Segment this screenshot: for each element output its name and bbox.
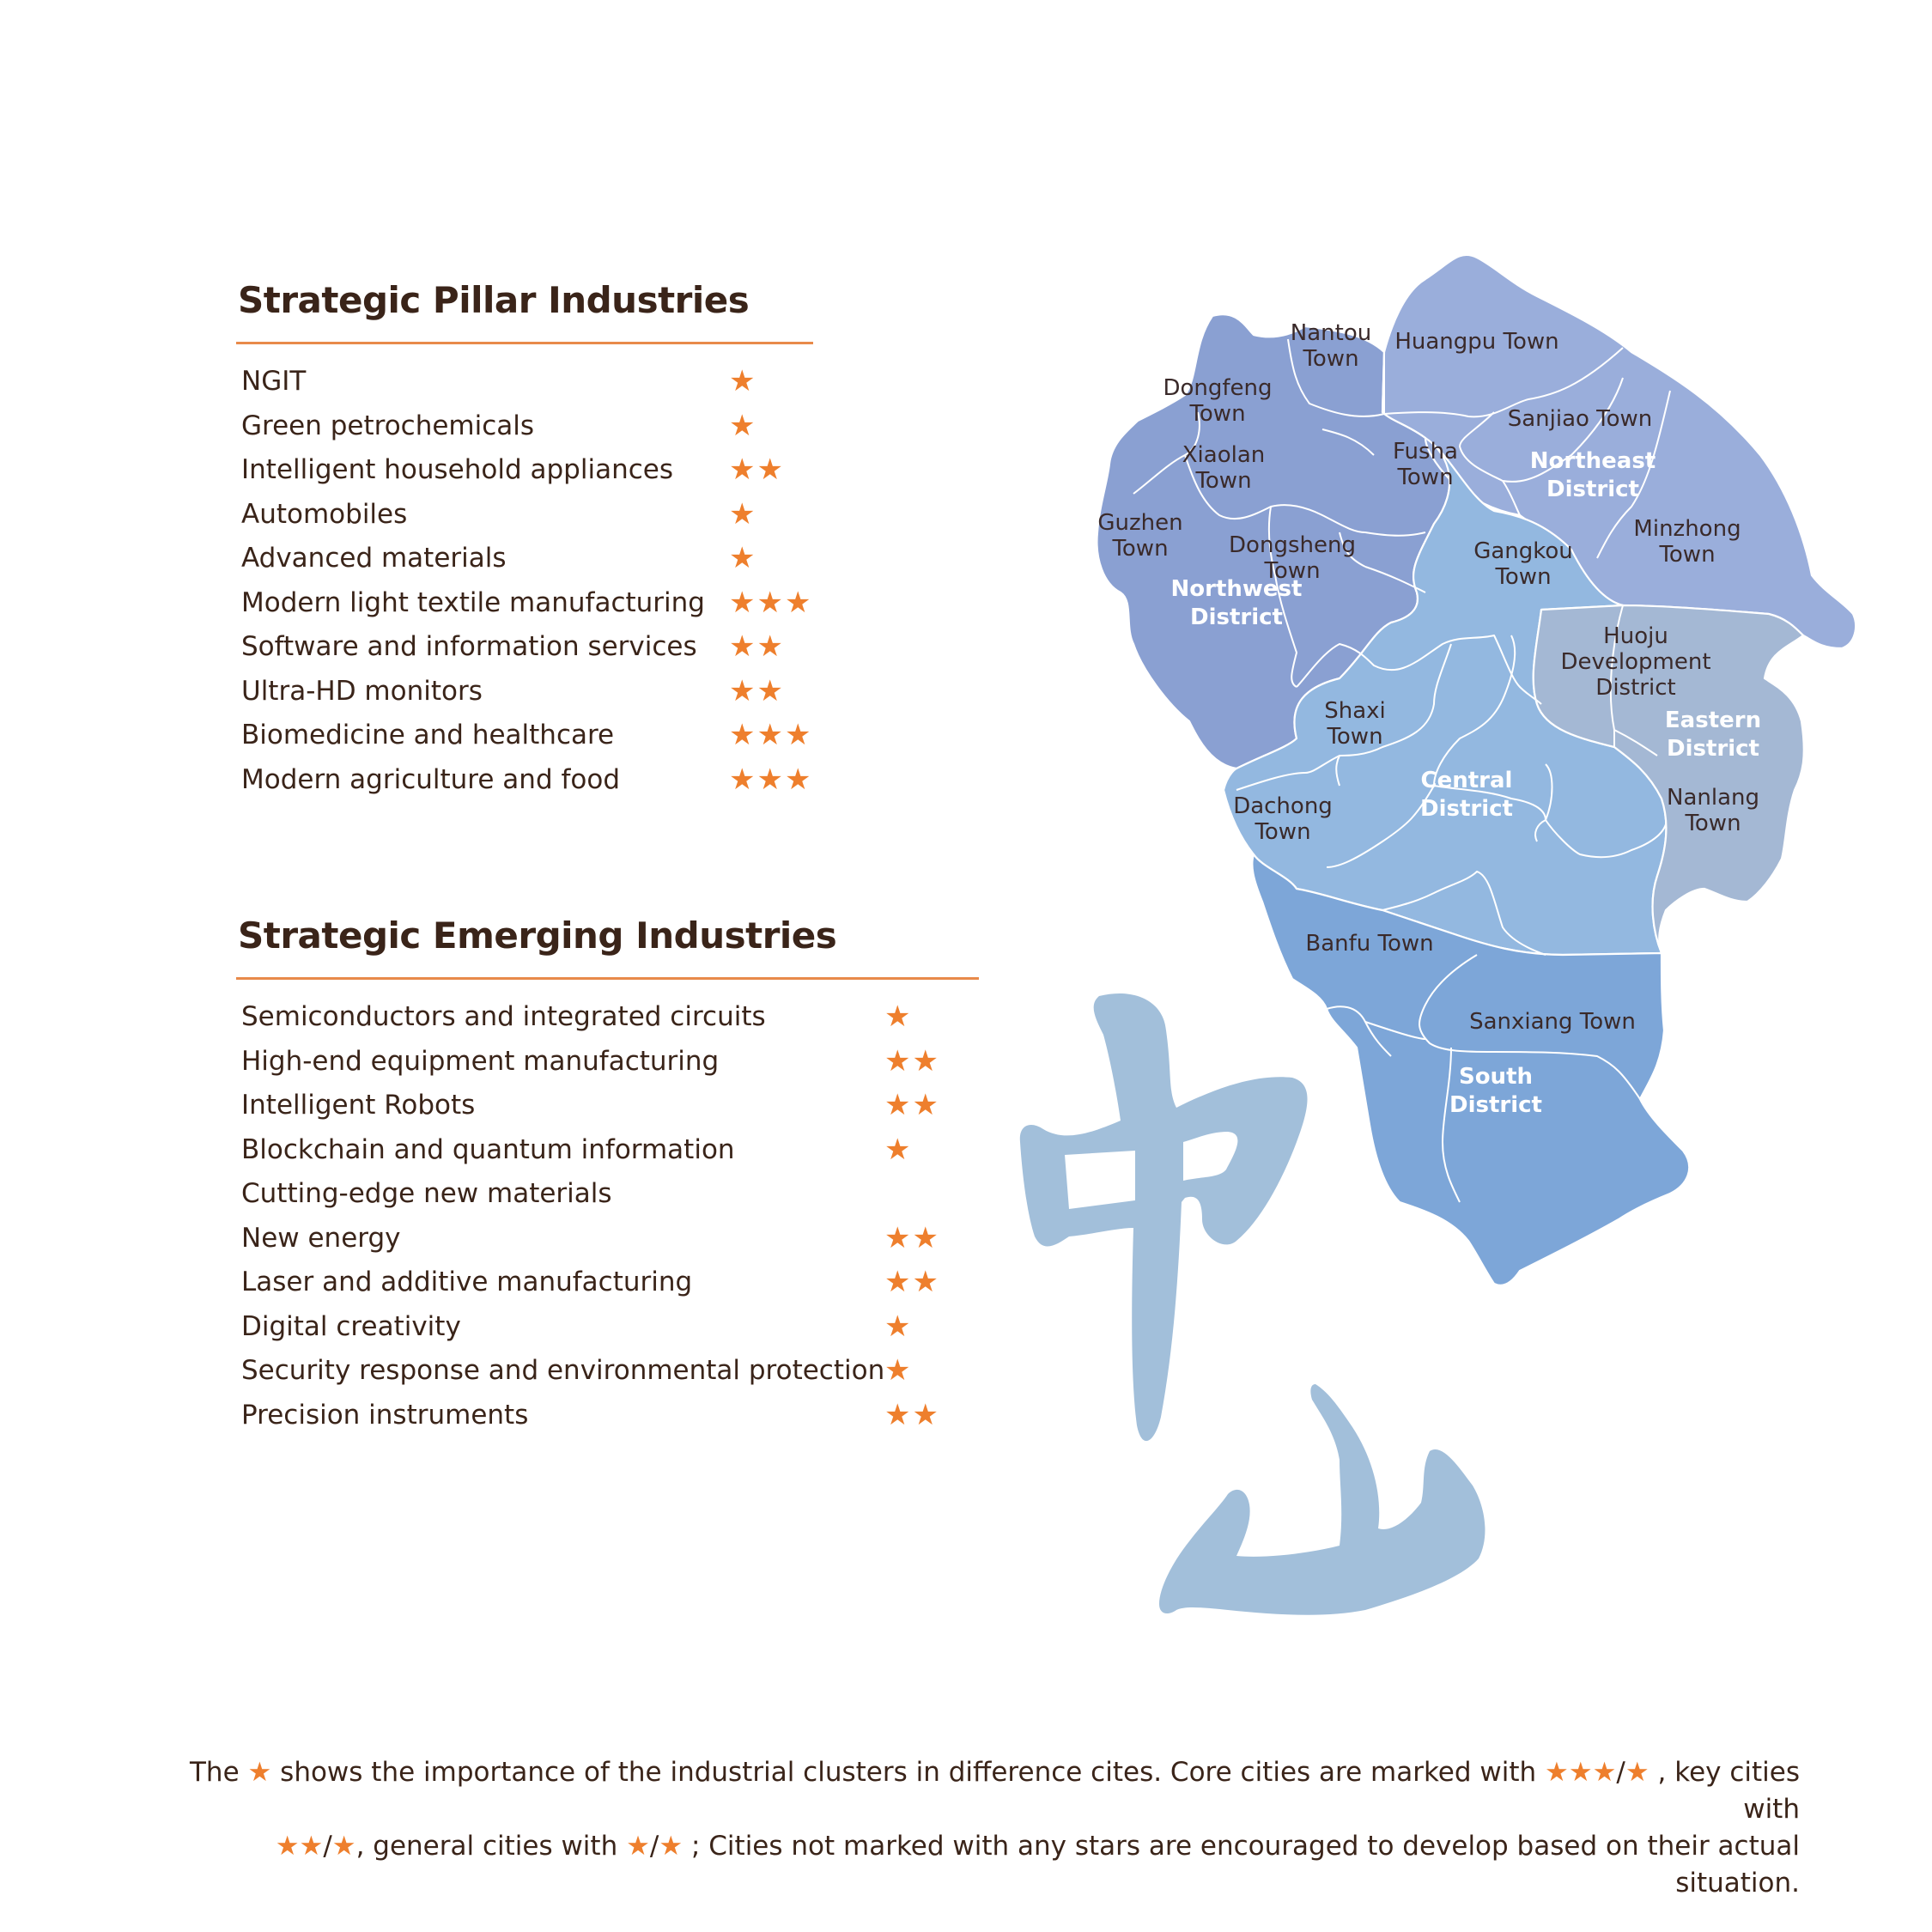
label-gangkou: Gangkou Town: [1473, 538, 1573, 590]
star-icon: ★: [331, 1831, 356, 1862]
label-nantou: Nantou Town: [1290, 320, 1372, 372]
star-rating-icon: ★★: [729, 673, 785, 708]
star-icon: ★: [247, 1757, 272, 1788]
list-item: [236, 1040, 979, 1084]
emerging-divider: [236, 977, 979, 980]
pillar-divider: [236, 342, 813, 344]
star-icon: ★: [659, 1831, 683, 1862]
list-item: [236, 1084, 979, 1128]
list-item: [236, 1172, 979, 1217]
star-rating-icon: ★★: [884, 1220, 940, 1255]
star-rating-icon: ★★: [884, 1265, 940, 1299]
list-item: [236, 625, 813, 670]
list-item: [236, 360, 813, 404]
calligraphy-zhong: [1020, 993, 1308, 1441]
star-rating-icon: ★: [729, 364, 757, 398]
list-item: [236, 1305, 979, 1350]
industry-label: Semiconductors and integrated circuits: [241, 1001, 766, 1032]
footnote-text: , general cities with: [355, 1831, 627, 1862]
star-rating-icon: ★: [729, 496, 757, 532]
label-dongfeng: Dongfeng Town: [1163, 375, 1273, 427]
footnote-text: ; Cities not marked with any stars are encouraged to develop based on their actual situation.: [683, 1831, 1800, 1899]
footnote-text: shows the importance of the industrial clusters in difference cites. Core cities are marked with: [271, 1757, 1546, 1788]
emerging-list: [236, 995, 979, 1437]
footnote-text: /: [323, 1831, 332, 1862]
list-item: [236, 1261, 979, 1305]
industry-label: Laser and additive manufacturing: [241, 1267, 693, 1297]
industry-label: Blockchain and quantum information: [241, 1133, 735, 1165]
star-rating-icon: ★★: [884, 1397, 940, 1432]
star-rating-icon: ★★: [729, 453, 785, 487]
footnote-text: /: [1616, 1757, 1625, 1788]
industry-label: Automobiles: [241, 498, 408, 530]
label-central-district: Central District: [1420, 768, 1513, 822]
label-northeast-district: Northeast District: [1529, 448, 1656, 502]
industry-label: Green petrochemicals: [241, 410, 535, 441]
industry-label: Biomedicine and healthcare: [241, 720, 615, 750]
list-item: [236, 714, 813, 758]
label-xiaolan: Xiaolan Town: [1182, 442, 1266, 494]
list-item: [236, 995, 979, 1040]
list-item: [236, 1394, 979, 1438]
star-rating-icon: ★★: [884, 1088, 940, 1122]
industry-label: Intelligent household appliances: [241, 454, 673, 485]
star-rating-icon: ★★★: [729, 718, 813, 752]
industry-label: Security response and environmental protection: [241, 1355, 885, 1386]
star-rating-icon: ★: [884, 1132, 913, 1167]
industry-label: Ultra-HD monitors: [241, 675, 483, 707]
industry-label: Advanced materials: [241, 543, 507, 574]
star-rating-icon: ★★★: [729, 585, 813, 620]
label-banfu: Banfu Town: [1305, 931, 1434, 957]
industry-label: Modern agriculture and food: [241, 763, 620, 795]
list-item: [236, 670, 813, 714]
industry-label: Precision instruments: [241, 1399, 529, 1431]
star-rating-icon: ★★: [884, 1043, 940, 1078]
label-eastern-district: Eastern District: [1664, 708, 1762, 762]
star-rating-icon: ★: [884, 1353, 913, 1388]
star-icon: ★★: [275, 1831, 324, 1862]
label-fusha: Fusha Town: [1393, 439, 1458, 490]
pillar-industries-section: [236, 279, 813, 802]
star-rating-icon: ★: [884, 999, 913, 1034]
list-item: [236, 448, 813, 493]
label-sanxiang: Sanxiang Town: [1469, 1009, 1636, 1035]
industry-label: NGIT: [241, 366, 307, 397]
pillar-title: Strategic Pillar Industries: [238, 279, 750, 321]
industry-label: Intelligent Robots: [241, 1090, 476, 1121]
list-item: [236, 1349, 979, 1394]
label-huangpu: Huangpu Town: [1394, 329, 1559, 355]
list-item: [236, 758, 813, 803]
emerging-industries-section: [236, 914, 979, 1437]
list-item: [236, 1217, 979, 1261]
emerging-title: Strategic Emerging Industries: [238, 914, 837, 957]
label-sanjiao: Sanjiao Town: [1507, 406, 1653, 432]
star-rating-icon: ★: [729, 541, 757, 575]
label-guzhen: Guzhen Town: [1097, 510, 1183, 562]
label-huoju: Huoju Development District: [1560, 623, 1711, 701]
label-shaxi: Shaxi Town: [1324, 698, 1386, 750]
footnote-text: /: [649, 1831, 659, 1862]
list-item: [236, 537, 813, 581]
star-rating-icon: ★: [729, 408, 757, 443]
industry-label: High-end equipment manufacturing: [241, 1045, 720, 1077]
star-rating-icon: ★★★: [729, 762, 813, 797]
pillar-list: [236, 360, 813, 802]
industry-label: Cutting-edge new materials: [241, 1178, 612, 1209]
industry-label: Software and information services: [241, 631, 697, 662]
industry-label: Digital creativity: [241, 1310, 461, 1342]
star-icon: ★: [1625, 1757, 1649, 1788]
list-item: [236, 1128, 979, 1173]
list-item: [236, 404, 813, 449]
star-rating-icon: ★: [884, 1309, 913, 1344]
footnote-text: , key cities with: [1649, 1757, 1800, 1825]
label-dachong: Dachong Town: [1233, 793, 1333, 845]
label-northwest-district: Northwest District: [1170, 576, 1303, 630]
industry-label: New energy: [241, 1222, 401, 1254]
star-icon: ★★★: [1545, 1757, 1617, 1788]
list-item: [236, 493, 813, 538]
label-dongsheng: Dongsheng Town: [1229, 532, 1356, 584]
star-rating-icon: ★★: [729, 629, 785, 664]
footnote: [168, 1754, 1800, 1902]
industry-label: Modern light textile manufacturing: [241, 586, 705, 618]
label-minzhong: Minzhong Town: [1633, 516, 1741, 568]
label-south-district: South District: [1449, 1064, 1542, 1118]
footnote-text: The: [190, 1757, 248, 1788]
label-nanlang: Nanlang Town: [1667, 785, 1759, 836]
list-item: [236, 581, 813, 626]
star-icon: ★: [626, 1831, 650, 1862]
calligraphy-shan: [1159, 1384, 1485, 1615]
